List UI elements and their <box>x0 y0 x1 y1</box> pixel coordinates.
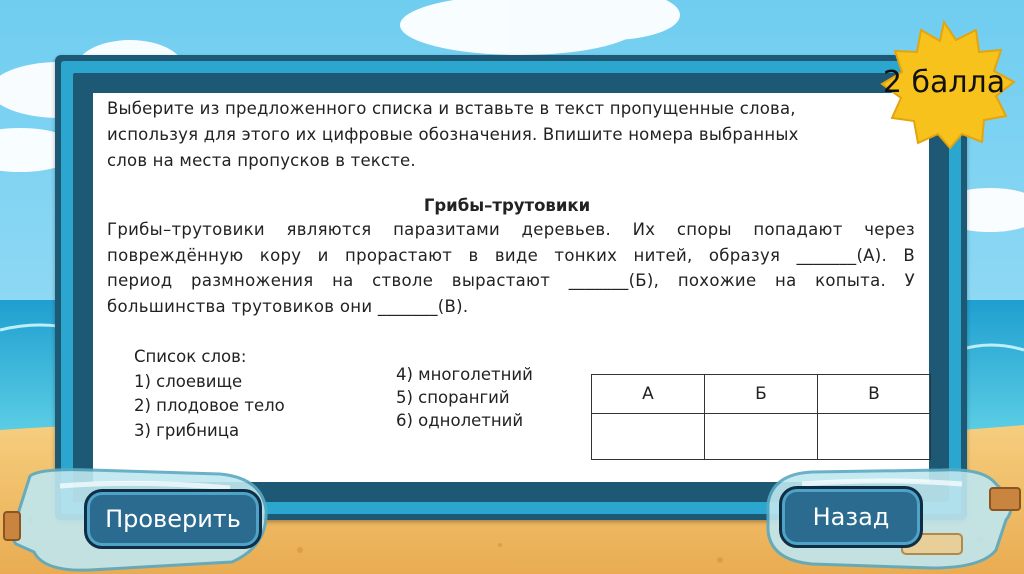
answer-cell-b[interactable] <box>705 414 818 460</box>
answer-header-a: А <box>592 375 705 414</box>
word-list-item: 4) многолетний <box>396 365 533 384</box>
answer-table <box>591 374 931 460</box>
word-list-right <box>396 363 533 432</box>
check-button[interactable]: Проверить <box>84 489 262 549</box>
answer-table-input-row <box>592 414 931 460</box>
word-list-item: 2) плодовое тело <box>134 396 285 415</box>
answer-cell-v[interactable] <box>818 414 931 460</box>
word-list-item: 5) спорангий <box>396 388 510 407</box>
task-instruction <box>107 96 867 174</box>
text-line: период размножения на стволе вырастают _______(Б), похожие на копыта. У <box>107 271 915 290</box>
instruction-line: используя для этого их цифровые обозначения. Впишите номера выбранных <box>107 125 799 144</box>
task-text <box>107 217 915 319</box>
score-badge <box>868 20 1020 150</box>
answer-cell-a[interactable] <box>592 414 705 460</box>
instruction-line: слов на места пропусков в тексте. <box>107 151 416 170</box>
answer-header-v: В <box>818 375 931 414</box>
text-line: Грибы–трутовики являются паразитами деревьев. Их споры попадают через <box>107 220 915 239</box>
word-list-heading: Список слов: <box>134 347 247 366</box>
word-list-left <box>134 345 285 443</box>
instruction-line: Выберите из предложенного списка и вставьте в текст пропущенные слова, <box>107 99 796 118</box>
word-list-item: 1) слоевище <box>134 371 243 391</box>
back-button[interactable]: Назад <box>779 486 923 548</box>
score-label: 2 балла <box>882 65 1006 100</box>
text-title: Грибы–трутовики <box>423 196 591 215</box>
text-line: повреждённую кору и прорастают в виде тонких нитей, образуя _______(А). В <box>107 245 915 265</box>
word-list-item: 6) однолетний <box>396 411 524 430</box>
answer-header-b: Б <box>705 375 818 414</box>
text-line: большинства трутовиков они _______(В). <box>107 296 469 316</box>
word-list-item: 3) грибница <box>134 420 240 440</box>
answer-table-header-row <box>592 375 931 414</box>
